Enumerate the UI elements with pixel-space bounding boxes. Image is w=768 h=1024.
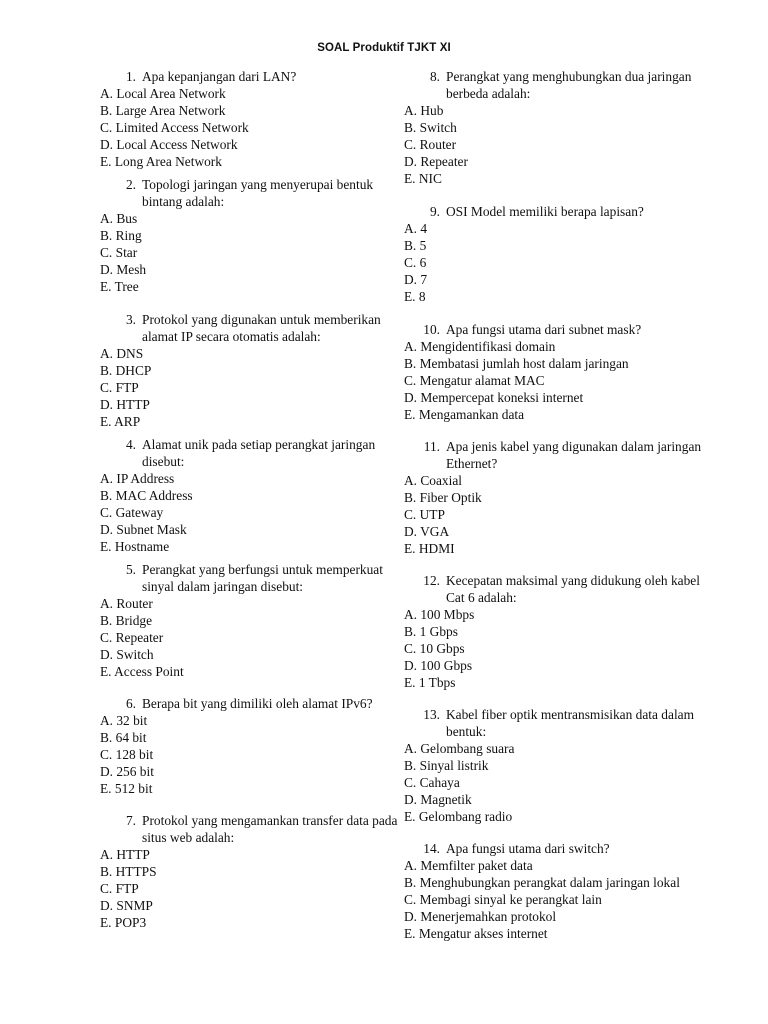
option-e: E. 512 bit [100,781,153,796]
question-number: 1. [125,69,136,84]
question-number: 14. [423,841,440,856]
question-number: 5. [125,562,136,577]
option-d: D. Menerjemahkan protokol [404,909,557,924]
option-a: A. Local Area Network [100,86,226,101]
option-c: C. 10 Gbps [404,641,465,656]
question-text: Kecepatan maksimal yang didukung oleh kabel Cat 6 adalah: [446,573,700,605]
question-5 [100,561,400,680]
option-e: E. Gelombang radio [404,809,513,824]
option-a: A. Gelombang suara [404,741,515,756]
option-c: C. Membagi sinyal ke perangkat lain [404,892,602,907]
question-2 [100,176,400,295]
option-d: D. Repeater [404,154,468,169]
question-11 [404,438,704,557]
left-column [100,68,400,931]
question-number: 10. [423,322,440,337]
option-d: D. Magnetik [404,792,472,807]
question-number: 13. [423,707,440,722]
option-e: E. NIC [404,171,442,186]
question-text: Perangkat yang berfungsi untuk memperkuat sinyal dalam jaringan disebut: [142,562,383,594]
option-b: B. Menghubungkan perangkat dalam jaringan lokal [404,875,680,890]
option-a: A. Coaxial [404,473,463,488]
option-b: B. 64 bit [100,730,147,745]
question-text: Protokol yang mengamankan transfer data pada situs web adalah: [142,813,398,845]
question-10 [404,321,704,423]
question-14 [404,840,704,942]
option-c: C. 6 [404,255,427,270]
question-6 [100,695,400,797]
option-a: A. 100 Mbps [404,607,475,622]
question-8 [404,68,704,187]
option-e: E. Mengamankan data [404,407,525,422]
question-number: 4. [125,437,136,452]
option-b: B. Ring [100,228,142,243]
option-b: B. Bridge [100,613,153,628]
option-e: E. 8 [404,289,426,304]
option-c: C. 128 bit [100,747,154,762]
option-b: B. Sinyal listrik [404,758,489,773]
option-b: B. 1 Gbps [404,624,458,639]
option-b: B. DHCP [100,363,152,378]
option-b: B. Membatasi jumlah host dalam jaringan [404,356,629,371]
question-text: Alamat unik pada setiap perangkat jaringan disebut: [142,437,376,469]
question-number: 7. [125,813,136,828]
question-text: Apa jenis kabel yang digunakan dalam jaringan Ethernet? [446,439,702,471]
question-7 [100,812,400,931]
option-c: C. Gateway [100,505,164,520]
option-a: A. DNS [100,346,144,361]
option-d: D. HTTP [100,397,150,412]
question-13 [404,706,704,825]
option-d: D. 7 [404,272,428,287]
option-e: E. HDMI [404,541,455,556]
question-text: Apa fungsi utama dari switch? [446,841,610,856]
option-c: C. FTP [100,881,139,896]
option-e: E. Hostname [100,539,170,554]
question-number: 11. [423,439,440,454]
question-9 [404,203,704,305]
question-number: 12. [423,573,440,588]
option-e: E. Mengatur akses internet [404,926,548,941]
option-d: D. Mempercepat koneksi internet [404,390,584,405]
option-d: D. SNMP [100,898,153,913]
option-d: D. VGA [404,524,450,539]
question-text: OSI Model memiliki berapa lapisan? [446,204,644,219]
option-d: D. 256 bit [100,764,154,779]
option-c: C. Repeater [100,630,164,645]
option-e: E. POP3 [100,915,147,930]
option-c: C. Cahaya [404,775,460,790]
question-text: Apa kepanjangan dari LAN? [142,69,297,84]
option-c: C. Star [100,245,138,260]
option-d: D. Local Access Network [100,137,238,152]
option-e: E. Tree [100,279,139,294]
option-e: E. Access Point [100,664,184,679]
option-a: A. 32 bit [100,713,148,728]
option-b: B. Fiber Optik [404,490,482,505]
question-12 [404,572,704,691]
option-c: C. Mengatur alamat MAC [404,373,545,388]
question-text: Berapa bit yang dimiliki oleh alamat IPv6? [142,696,373,711]
question-text: Protokol yang digunakan untuk memberikan alamat IP secara otomatis adalah: [142,312,381,344]
question-text: Perangkat yang menghubungkan dua jaringan berbeda adalah: [446,69,692,101]
option-e: E. 1 Tbps [404,675,456,690]
option-e: E. ARP [100,414,141,429]
option-d: D. Switch [100,647,154,662]
question-number: 9. [429,204,440,219]
question-text: Kabel fiber optik mentransmisikan data dalam bentuk: [446,707,695,739]
option-a: A. Mengidentifikasi domain [404,339,556,354]
option-a: A. Hub [404,103,444,118]
option-c: C. Limited Access Network [100,120,249,135]
question-number: 2. [125,177,136,192]
option-c: C. UTP [404,507,445,522]
option-b: B. HTTPS [100,864,157,879]
option-a: A. Router [100,596,153,611]
question-number: 6. [125,696,136,711]
question-text: Apa fungsi utama dari subnet mask? [446,322,642,337]
option-d: D. Subnet Mask [100,522,187,537]
right-column [404,68,704,942]
question-1 [100,68,400,170]
option-e: E. Long Area Network [100,154,222,169]
question-text: Topologi jaringan yang menyerupai bentuk bintang adalah: [142,177,374,209]
question-number: 8. [429,69,440,84]
option-a: A. HTTP [100,847,150,862]
option-a: A. Bus [100,211,138,226]
option-c: C. Router [404,137,457,152]
option-a: A. Memfilter paket data [404,858,533,873]
option-b: B. Large Area Network [100,103,226,118]
option-b: B. 5 [404,238,427,253]
option-a: A. 4 [404,221,428,236]
question-4 [100,436,400,555]
option-b: B. Switch [404,120,457,135]
option-d: D. Mesh [100,262,147,277]
option-c: C. FTP [100,380,139,395]
question-number: 3. [125,312,136,327]
document-title: SOAL Produktif TJKT XI [317,42,451,54]
question-3 [100,311,400,430]
option-a: A. IP Address [100,471,175,486]
option-b: B. MAC Address [100,488,193,503]
option-d: D. 100 Gbps [404,658,473,673]
